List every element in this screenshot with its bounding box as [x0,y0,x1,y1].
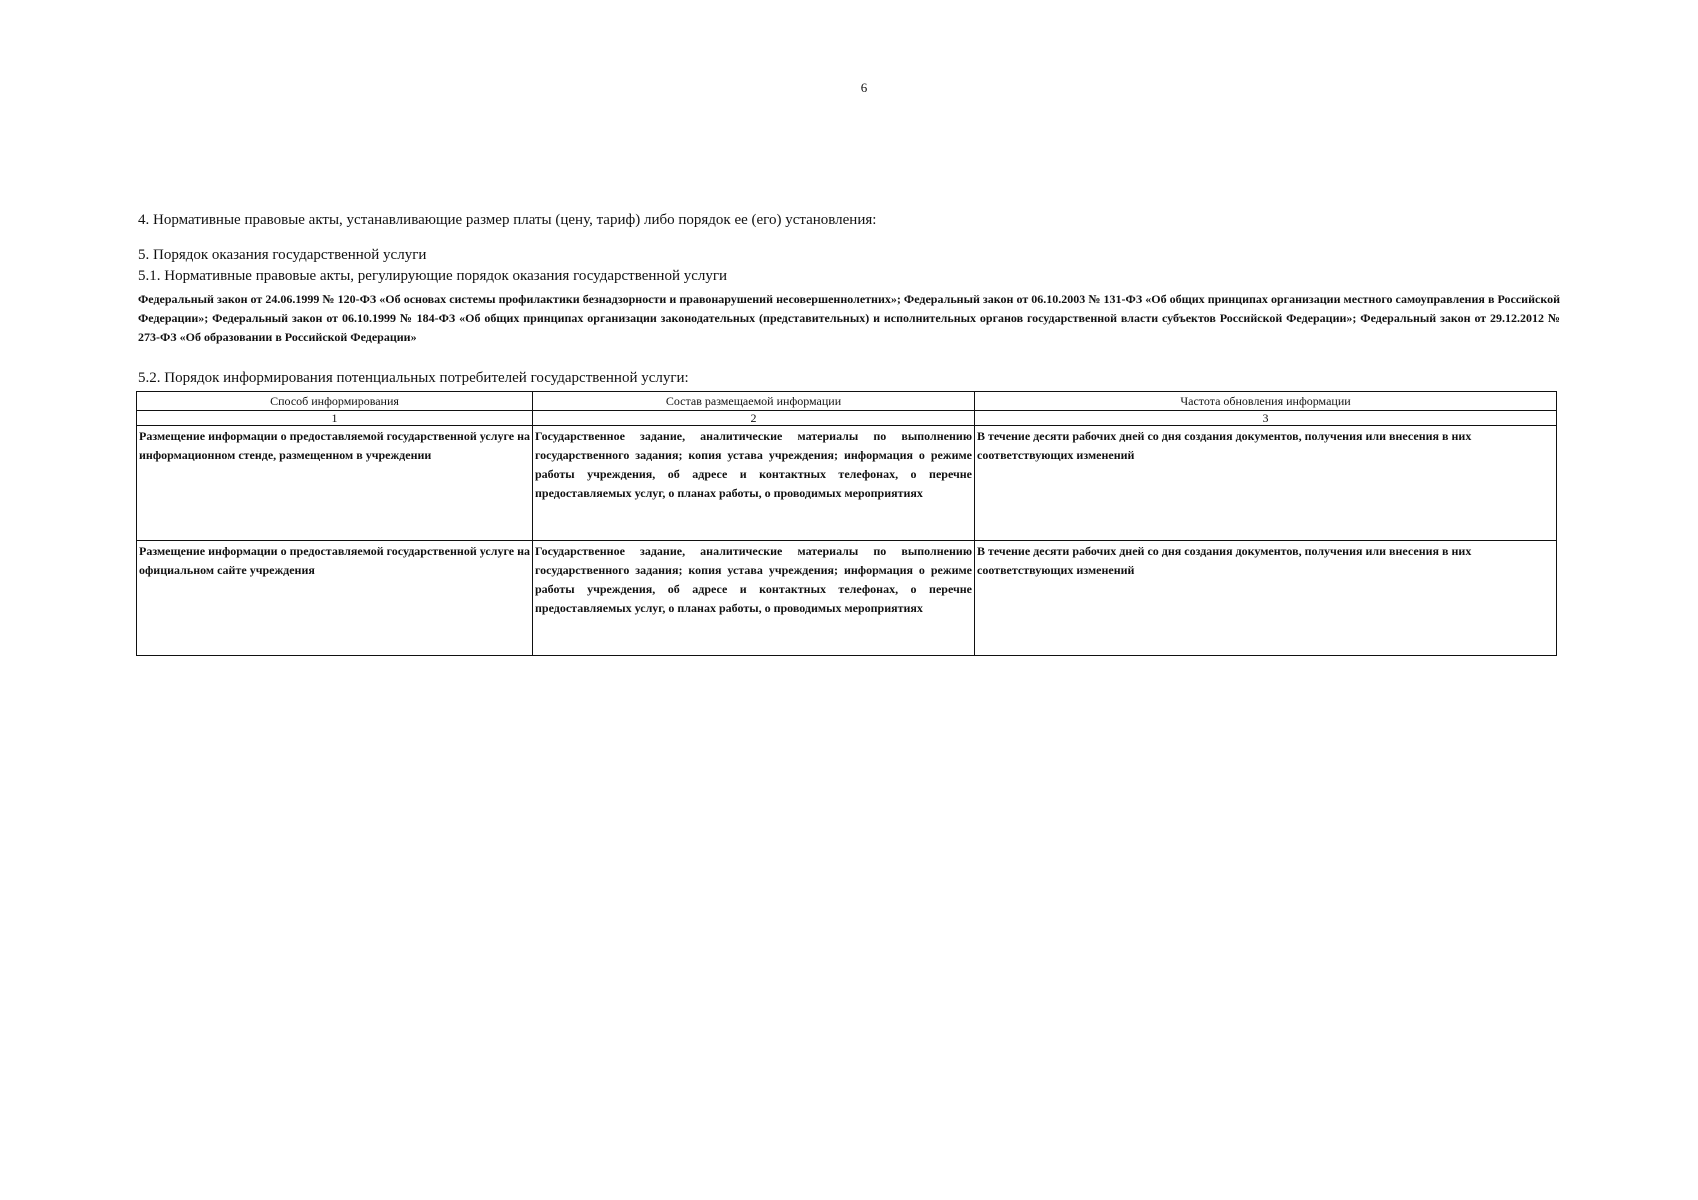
table-header-row [137,392,1557,411]
column-number: 2 [533,411,975,426]
method-cell: Размещение информации о предоставляемой государственной услуге на информационном стенде, размещенном в учреждении [137,426,533,541]
frequency-cell: В течение десяти рабочих дней со дня создания документов, получения или внесения в них соответствующих изменений [975,426,1557,541]
content-cell: Государственное задание, аналитические материалы по выполнению государственного задания; копия устава учреждения; информация о режиме работы учреждения, об адресе и контактных телефонах, о перечне предоставляемых услуг, о планах работы, о проводимых мероприятиях [533,426,975,541]
legal-acts-paragraph: Федеральный закон от 24.06.1999 № 120-ФЗ «Об основах системы профилактики безнадзорности и правонарушений несовершеннолетних»; Федеральный закон от 06.10.2003 № 131-ФЗ «Об общих принципах организации местного самоуправления в Российской Федерации»; Федеральный закон от 06.10.1999 № 184-ФЗ «Об общих принципах организации законодательных (представительных) и исполнительных органов государственной власти субъектов Российской Федерации»; Федеральный закон от 29.12.2012 № 273-ФЗ «Об образовании в Российской Федерации» [138,292,1560,344]
column-number: 3 [975,411,1557,426]
section-5-1-heading: 5.1. Нормативные правовые акты, регулирующие порядок оказания государственной услуги [138,268,728,284]
content-cell: Государственное задание, аналитические материалы по выполнению государственного задания; копия устава учреждения; информация о режиме работы учреждения, об адресе и контактных телефонах, о перечне предоставляемых услуг, о планах работы, о проводимых мероприятиях [533,541,975,656]
frequency-cell: В течение десяти рабочих дней со дня создания документов, получения или внесения в них соответствующих изменений [975,541,1557,656]
section-4-heading: 4. Нормативные правовые акты, устанавливающие размер платы (цену, тариф) либо порядок ее (его) установления: [138,212,877,228]
header-frequency: Частота обновления информации [975,392,1557,411]
method-cell: Размещение информации о предоставляемой государственной услуге на официальном сайте учреждения [137,541,533,656]
section-5-heading: 5. Порядок оказания государственной услуги [138,247,427,263]
table-row [137,426,1557,541]
page-number: 6 [860,80,868,95]
table-number-row [137,411,1557,426]
header-content: Состав размещаемой информации [533,392,975,411]
informing-table [136,391,1557,656]
header-method: Способ информирования [137,392,533,411]
column-number: 1 [137,411,533,426]
table-row [137,541,1557,656]
section-5-2-heading: 5.2. Порядок информирования потенциальных потребителей государственной услуги: [138,370,689,386]
